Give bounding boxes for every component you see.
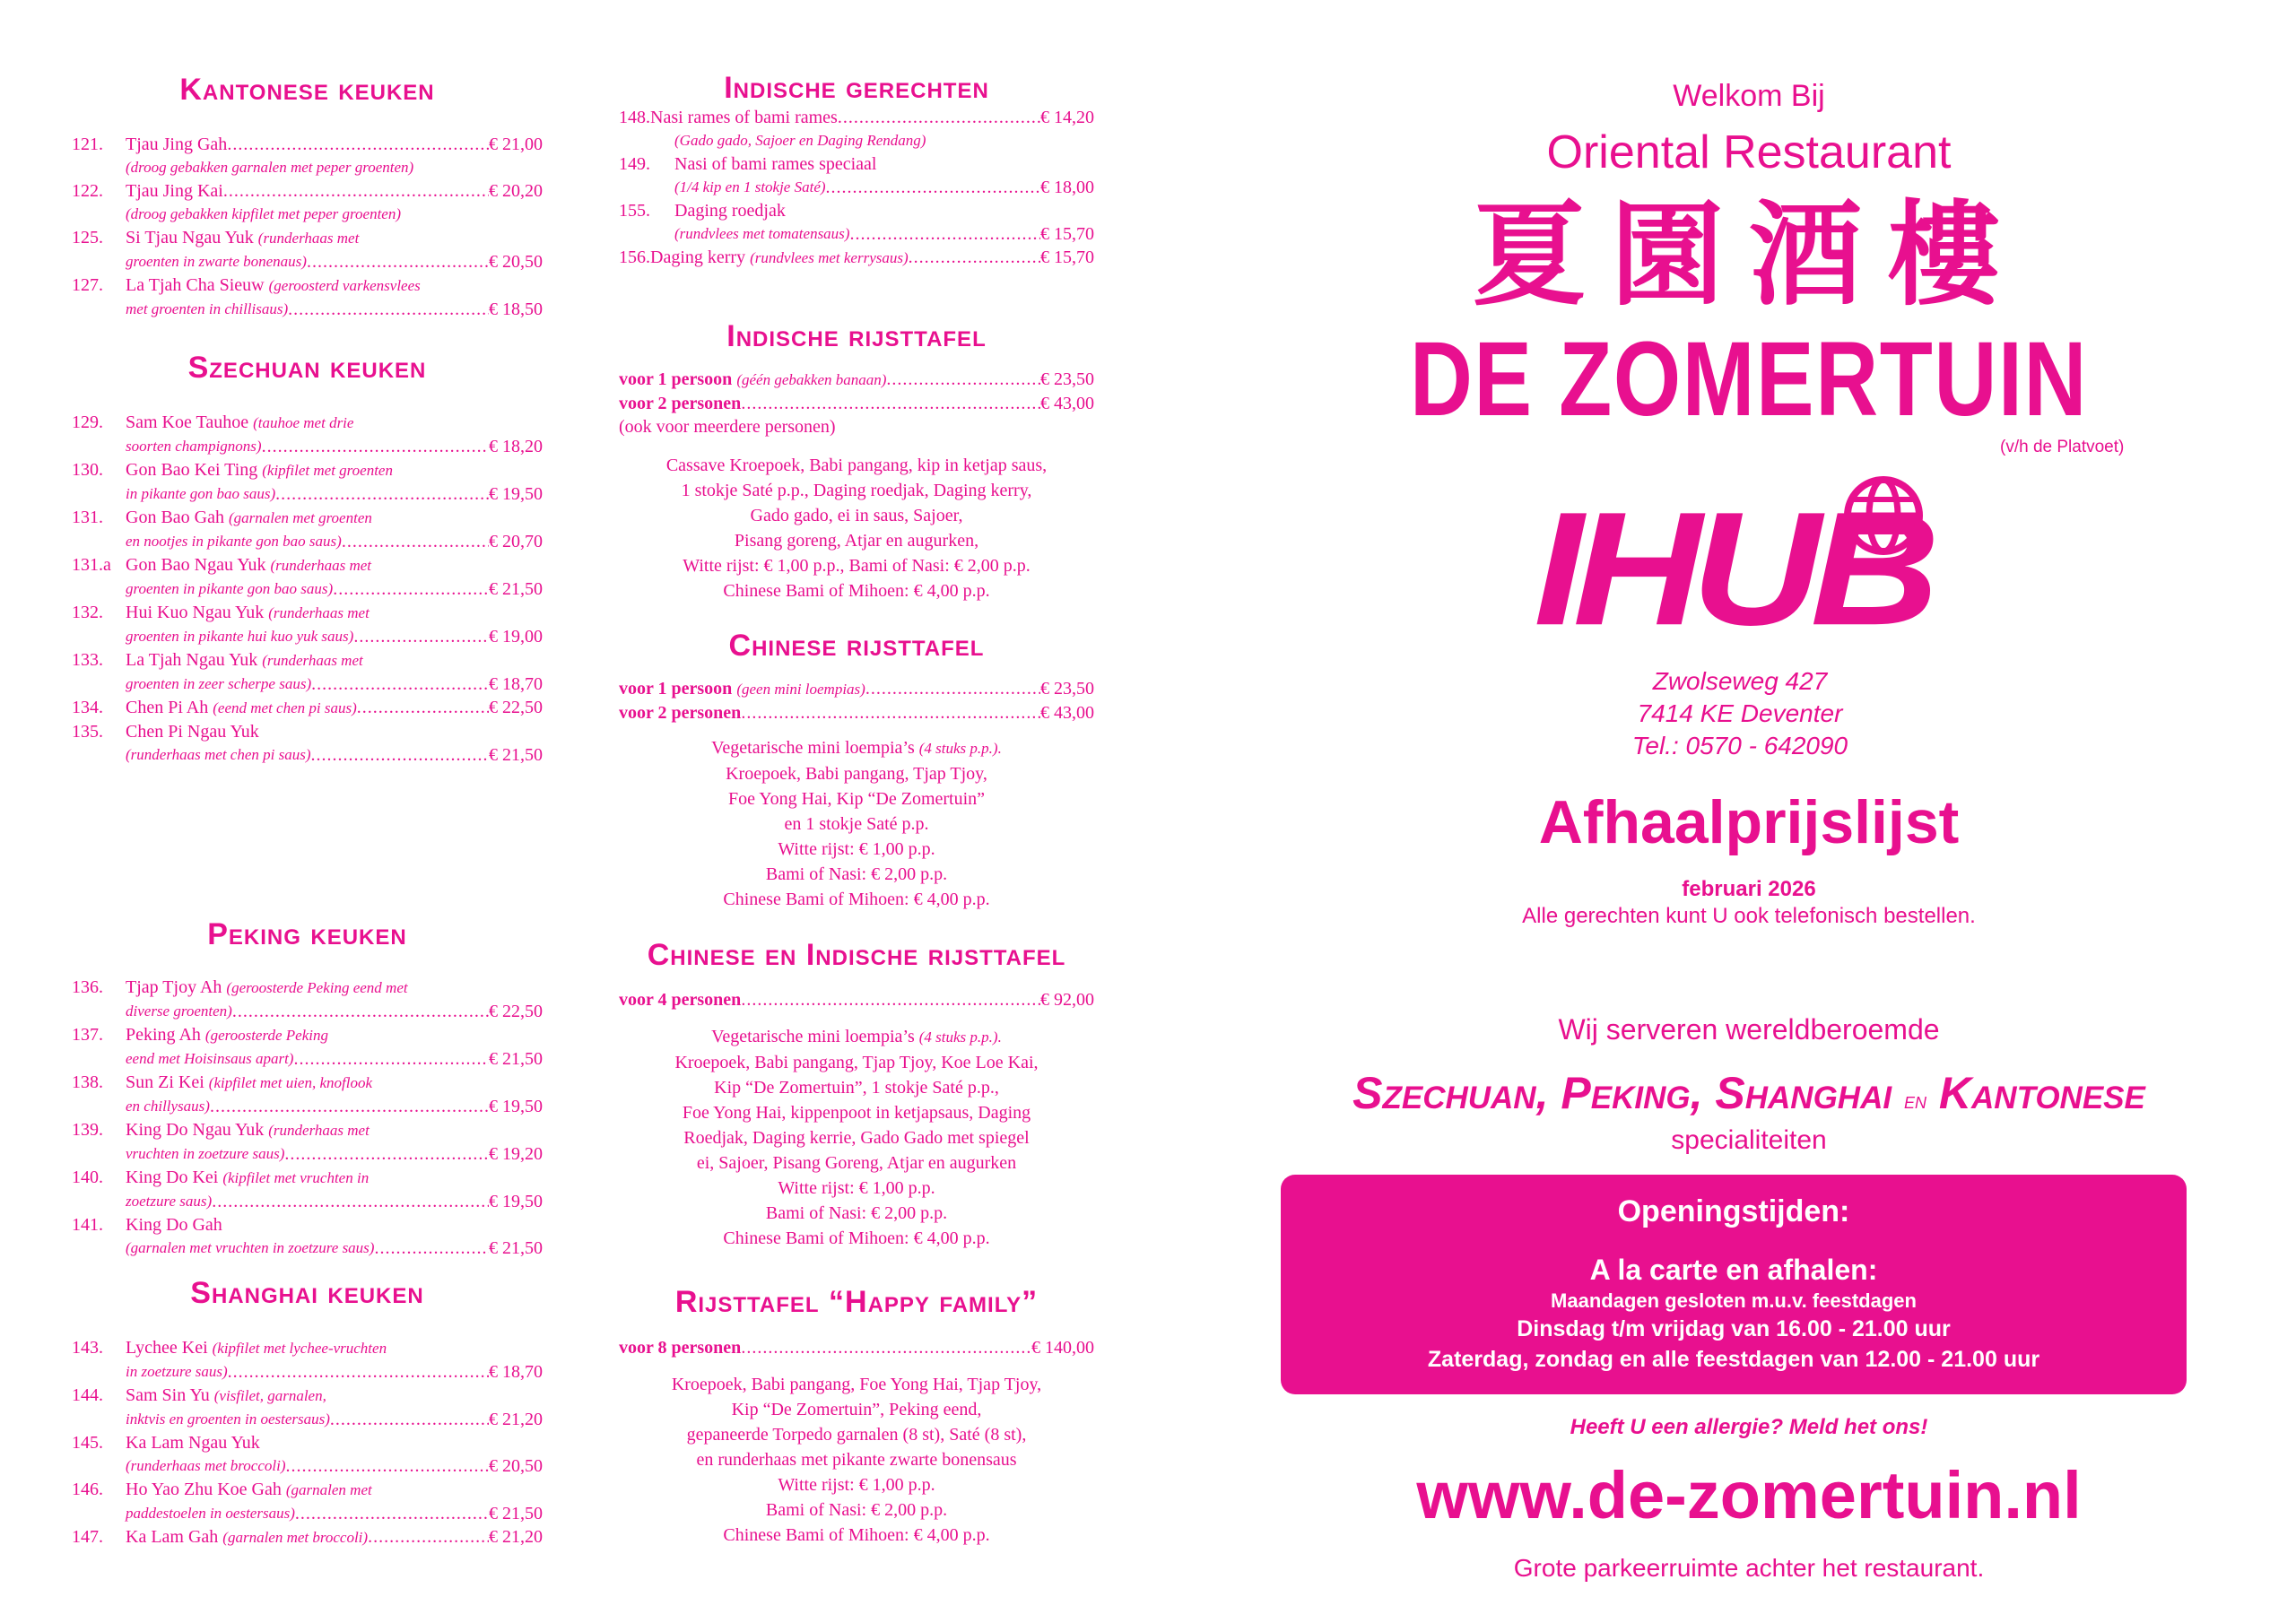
- section-title-kantonese: Kantonese keuken: [179, 73, 435, 107]
- menu-item: 132. Hui Kuo Ngau Yuk (runderhaas met groenten in pikante hui kuo yuk saus) ..... € 19,00: [72, 601, 543, 648]
- price-note: (ook voor meerdere personen): [619, 417, 836, 437]
- price-row: voor 2 personen ..... € 43,00: [619, 392, 1094, 415]
- section-title-indische: Indische gerechten: [724, 71, 989, 105]
- chinese-rijsttafel-description: Vegetarische mini loempia’s (4 stuks p.p.). Kroepoek, Babi pangang, Tjap Tjoy, Foe Yong Hai, Kip “De Zomertuin” en 1 stokje Saté p.p. Witte rijst: € 1,00 p.p. Bami of Nasi: € 2,00 p.p. Chinese Bami of Mihoen: € 4,00 p.p.: [711, 738, 1002, 909]
- menu-item: 125. Si Tjau Ngau Yuk (runderhaas met groenten in zwarte bonenaus) ..... € 20,50: [72, 226, 543, 273]
- specialties-text: specialiteiten: [1671, 1125, 1827, 1155]
- price-row: voor 1 persoon (geen mini loempias) ..... € 23,50: [619, 677, 1094, 701]
- menu-item: 129. Sam Koe Tauhoe (tauhoe met drie soorten champignons) ..... € 18,20: [72, 411, 543, 458]
- phone-order-note: Alle gerechten kunt U ook telefonisch bestellen.: [1522, 904, 1976, 928]
- menu-item: 136. Tjap Tjoy Ah (geroosterde Peking eend met diverse groenten) ..... € 22,50: [72, 976, 543, 1023]
- chinese-name: 夏園酒樓: [1473, 189, 2025, 321]
- section-title-happy-family: Rijsttafel “Happy family”: [674, 1285, 1039, 1319]
- formerly-note: (v/h de Platvoet): [2000, 438, 2125, 456]
- menu-item: 146. Ho Yao Zhu Koe Gah (garnalen met paddestoelen in oestersaus) ..... € 21,50: [72, 1478, 543, 1525]
- indische-list: [619, 106, 1094, 270]
- logo-lettering: IHUB: [1534, 479, 1929, 659]
- menu-item: 122. Tjau Jing Kai ..... € 20,20 (droog gebakken kipfilet met peper groenten): [72, 179, 543, 226]
- menu-item: 143. Lychee Kei (kipfilet met lychee-vruchten in zoetzure saus) ..... € 18,70: [72, 1336, 543, 1384]
- restaurant-name: DE ZOMERTUIN: [1409, 320, 2089, 438]
- parking-note: Grote parkeerruimte achter het restaurant.: [1513, 1554, 1985, 1582]
- section-title-szechuan: Szechuan keuken: [187, 351, 427, 385]
- section-title-chinese-rijsttafel: Chinese rijsttafel: [728, 629, 985, 663]
- ihub-logo: [1534, 475, 1946, 659]
- menu-item: 144. Sam Sin Yu (visfilet, garnalen, inktvis en groenten in oestersaus) ..... € 21,20: [72, 1384, 543, 1431]
- menu-item: 131.a Gon Bao Ngau Yuk (runderhaas met groenten in pikante gon bao saus) ..... € 21,50: [72, 553, 543, 601]
- section-title-shanghai: Shanghai keuken: [190, 1276, 424, 1310]
- price-row: voor 8 personen ..... € 140,00: [619, 1336, 1094, 1359]
- section-title-indische-rijsttafel: Indische rijsttafel: [726, 319, 987, 353]
- menu-item: 127. La Tjah Cha Sieuw (geroosterd varkensvlees met groenten in chillisaus) ..... € 18,50: [72, 273, 543, 321]
- menu-item: 137. Peking Ah (geroosterde Peking eend met Hoisinsaus apart) ..... € 21,50: [72, 1023, 543, 1071]
- address-block: [1623, 665, 1857, 762]
- menu-item: 147. Ka Lam Gah (garnalen met broccoli) ..... € 21,20: [72, 1525, 543, 1549]
- menu-item: 131. Gon Bao Gah (garnalen met groenten en nootjes in pikante gon bao saus) ..... € 20,70: [72, 506, 543, 553]
- hours-line-2: Dinsdag t/m vrijdag van 16.00 - 21.00 uur: [1517, 1316, 1951, 1341]
- menu-item: 135. Chen Pi Ngau Yuk (runderhaas met chen pi saus) ..... € 21,50: [72, 720, 543, 767]
- website-link[interactable]: www.de-zomertuin.nl: [1416, 1458, 2082, 1532]
- list-date: februari 2026: [1682, 877, 1816, 901]
- shanghai-list: [72, 1336, 543, 1549]
- menu-item: 141. King Do Gah (garnalen met vruchten in zoetzure saus) ..... € 21,50: [72, 1213, 543, 1260]
- chinese-indische-prices: [619, 988, 1094, 1011]
- menu-item: 140. King Do Kei (kipfilet met vruchten in zoetzure saus) ..... € 19,50: [72, 1166, 543, 1213]
- cuisines-line: Szechuan, Peking, Shanghai en Kantonese: [1352, 1068, 2145, 1118]
- allergy-note: Heeft U een allergie? Meld het ons!: [1570, 1415, 1928, 1439]
- menu-item: 139. King Do Ngau Yuk (runderhaas met vruchten in zoetzure saus) ..... € 19,20: [72, 1118, 543, 1166]
- happy-family-prices: [619, 1336, 1094, 1359]
- hours-line-1: Maandagen gesloten m.u.v. feestdagen: [1551, 1289, 1917, 1312]
- address-phone: Tel.: 0570 - 642090: [1631, 732, 1848, 759]
- menu-item: 155. Daging roedjak (rundvlees met tomatensaus) ..... € 15,70: [619, 199, 1094, 246]
- indische-rijsttafel-description: Cassave Kroepoek, Babi pangang, kip in ketjap saus, 1 stokje Saté p.p., Daging roedjak, Daging kerry, Gado gado, ei in saus, Sajoer, Pisang goreng, Atjar en augurken, Witte rijst: € 1,00 p.p., Bami of Nasi: € 2,00 p.p. Chinese Bami of Mihoen: € 4,00 p.p.: [665, 456, 1048, 601]
- hours-line-3: Zaterdag, zondag en alle feestdagen van 12.00 - 21.00 uur: [1427, 1347, 2040, 1372]
- address-street: Zwolseweg 427: [1652, 667, 1828, 695]
- price-row: voor 1 persoon (géén gebakken banaan) ..... € 23,50: [619, 368, 1094, 392]
- section-title-chinese-indische: Chinese en Indische rijsttafel: [647, 938, 1066, 972]
- chinese-indische-description: Vegetarische mini loempia’s (4 stuks p.p.). Kroepoek, Babi pangang, Tjap Tjoy, Koe Loe Kai, Kip “De Zomertuin”, 1 stokje Saté p.p., Foe Yong Hai, kippenpoot in ketjapsaus, Daging Roedjak, Daging kerrie, Gado Gado met spiegel ei, Sajoer, Pisang Goreng, Atjar en augurken Witte rijst: € 1,00 p.p. Bami of Nasi: € 2,00 p.p. Chinese Bami of Mihoen: € 4,00 p.p.: [674, 1027, 1039, 1248]
- menu-item: 148. Nasi rames of bami rames ..... € 14,20 (Gado gado, Sajoer en Daging Rendang): [619, 106, 1094, 152]
- menu-item: 133. La Tjah Ngau Yuk (runderhaas met groenten in zeer scherpe saus) ..... € 18,70: [72, 648, 543, 696]
- kantonese-list: [72, 133, 543, 321]
- welcome-text: Welkom Bij: [1673, 79, 1825, 113]
- menu-item: 130. Gon Bao Kei Ting (kipfilet met groenten in pikante gon bao saus) ..... € 19,50: [72, 458, 543, 506]
- menu-item: 149. Nasi of bami rames speciaal (1/4 kip en 1 stokje Saté) ..... € 18,00: [619, 152, 1094, 199]
- hours-title: Openingstijden:: [1617, 1194, 1850, 1228]
- szechuan-list: [72, 411, 543, 767]
- peking-list: [72, 976, 543, 1260]
- globe-icon: [1843, 475, 1924, 556]
- menu-item: 121. Tjau Jing Gah ..... € 21,00 (droog gebakken garnalen met peper groenten): [72, 133, 543, 179]
- restaurant-type: Oriental Restaurant: [1546, 126, 1952, 178]
- price-row: voor 2 personen ..... € 43,00: [619, 701, 1094, 725]
- hours-subtitle: A la carte en afhalen:: [1589, 1254, 1878, 1286]
- address-city: 7414 KE Deventer: [1637, 699, 1843, 727]
- menu-item: 156. Daging kerry (rundvlees met kerrysaus) ..... € 15,70: [619, 246, 1094, 270]
- opening-hours-panel: [1281, 1175, 2187, 1394]
- menu-item: 134. Chen Pi Ah (eend met chen pi saus) ..... € 22,50: [72, 696, 543, 720]
- section-title-peking: Peking keuken: [207, 917, 407, 951]
- menu-item: 138. Sun Zi Kei (kipfilet met uien, knoflook en chillysaus) ..... € 19,50: [72, 1071, 543, 1118]
- price-row: voor 4 personen ..... € 92,00: [619, 988, 1094, 1011]
- indische-rijsttafel-prices: [619, 368, 1094, 438]
- price-list-title: Afhaalprijslijst: [1538, 788, 1960, 856]
- menu-item: 145. Ka Lam Ngau Yuk (runderhaas met broccoli) ..... € 20,50: [72, 1431, 543, 1478]
- chinese-rijsttafel-prices: [619, 677, 1094, 725]
- happy-family-description: Kroepoek, Babi pangang, Foe Yong Hai, Tjap Tjoy, Kip “De Zomertuin”, Peking eend, gepaneerde Torpedo garnalen (8 st), Saté (8 st), en runderhaas met pikante zwarte bonensaus Witte rijst: € 1,00 p.p. Bami of Nasi: € 2,00 p.p. Chinese Bami of Mihoen: € 4,00 p.p.: [671, 1375, 1042, 1545]
- serve-line: Wij serveren wereldberoemde: [1558, 1013, 1940, 1046]
